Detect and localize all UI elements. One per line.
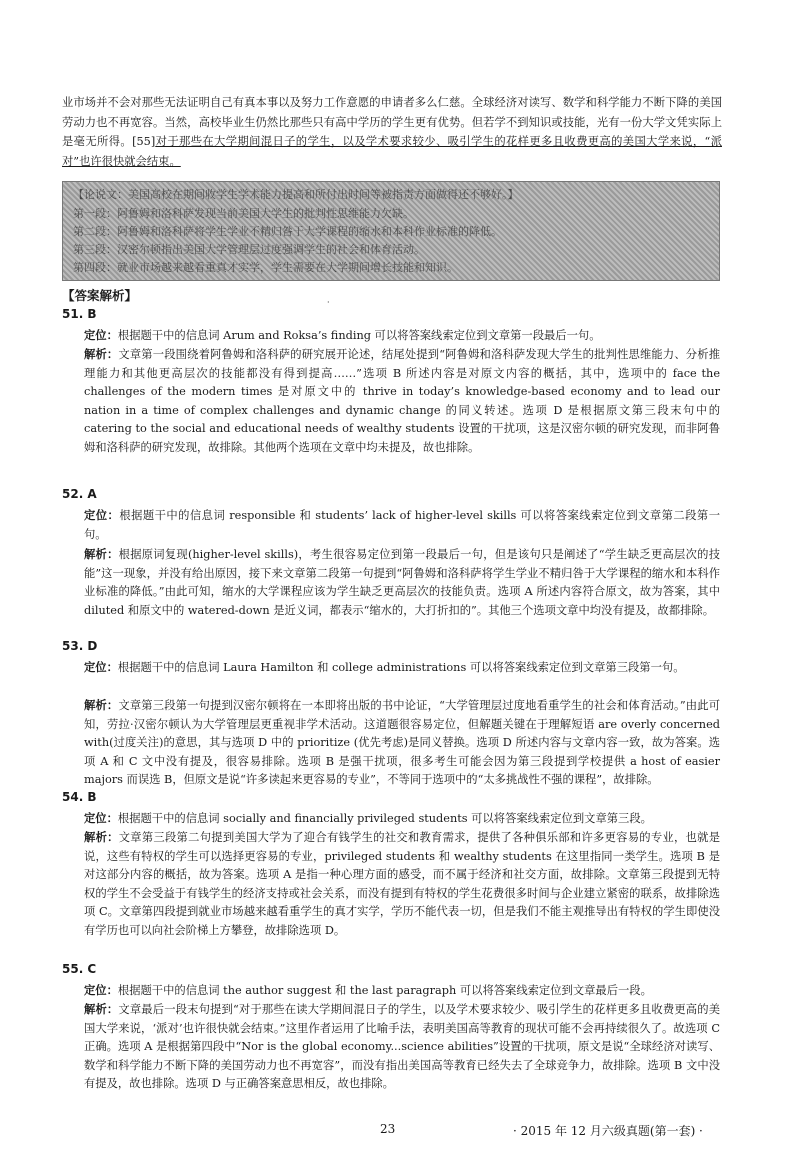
intro-paragraph <box>62 93 722 171</box>
locate-body: 根据题干中的信息词 Arum and Roksa’s finding 可以将答案线索定位到文章第一段最后一句。 <box>117 329 601 342</box>
locate-label: 定位： <box>84 983 118 997</box>
locate-body: 根据题干中的信息词 socially and financially privileged students 可以将答案线索定位到文章第三段。 <box>117 812 652 825</box>
locate-text <box>84 506 720 544</box>
question-number: 55. C <box>62 962 97 976</box>
analysis-label: 解析： <box>84 547 119 561</box>
footer-title: · 2015 年 12 月六级真题(第一套) · <box>513 1124 703 1138</box>
page-number: 23 <box>380 1122 396 1136</box>
question-marker: [55] <box>132 135 156 149</box>
locate-text <box>84 809 720 829</box>
outline-title: 【论说文：美国高校在期间收学生学术能力提高和所付出时间等被指责方面做得还不够好。】 <box>73 188 519 201</box>
question-number: 52. A <box>62 487 97 501</box>
analysis-text <box>84 696 720 790</box>
locate-label: 定位： <box>84 811 118 825</box>
analysis-text <box>84 545 720 620</box>
question-number: 51. B <box>62 307 97 321</box>
locate-body: 根据题干中的信息词 responsible 和 students’ lack of higher-level skills 可以将答案线索定位到文章第二段第一句。 <box>84 509 720 541</box>
underlined-sentence: 对于那些在大学期间混日子的学生，以及学术要求较少、吸引学生的花样更多且收费更高的美国大学来说，“派对”也许很快就会结束。 <box>62 135 722 168</box>
locate-text <box>84 658 720 678</box>
analysis-label: 解析： <box>84 347 119 361</box>
analysis-text <box>84 828 720 941</box>
question-number: 54. B <box>62 790 97 804</box>
locate-body: 根据题干中的信息词 Laura Hamilton 和 college administrations 可以将答案线索定位到文章第三段第一句。 <box>117 661 685 674</box>
analysis-body: 文章第三段第二句提到美国大学为了迎合有钱学生的社交和教育需求，提供了各种俱乐部和许多更容易的专业，也就是说，这些有特权的学生可以选择更容易的专业，privileged students 和 wealthy students 在这里指同一类学生。选项 B 是对这部分内容的概括，故为答案。选项 A 是指一种心理方面的感受，而不属于经济和社交方面，故排除。文章第三段提到无特权的学生不会受益于有钱学生的经济支持或社会关系，而没有提到有特权的学生花费很多时间与企业建立紧密的联系，故排除选项 C。文章第四段提到就业市场越来越看重学生的真才实学，学历不能代表一切，但是我们不能主观推导出有特权的学生即使没有学历也可以向社会阶梯上方攀登，故排除选项 D。 <box>84 831 720 937</box>
locate-text <box>84 981 720 1001</box>
intro-text: 业市场并不会对那些无法证明自己有真本事以及努力工作意愿的申请者多么仁慈。全球经济对读写、数学和科学能力不断下降的美国劳动力也不再宽容。当然，高校毕业生仍然比那些只有高中学历的学生更有优势。但若学不到知识或技能，光有一份大学文凭实际上是毫无所得。 <box>62 96 722 149</box>
question-number: 53. D <box>62 639 98 653</box>
answers-heading: 【答案解析】 <box>62 288 138 303</box>
outline-paragraph-3: 第三段：汉密尔顿指出美国大学管理层过度强调学生的社会和体育活动。 <box>73 243 425 256</box>
analysis-body: 文章第一段围绕着阿鲁姆和洛科萨的研究展开论述，结尾处提到“阿鲁姆和洛科萨发现大学生的批判性思维能力、分析推理能力和其他更高层次的技能都没有得到提高……”选项 B 所述内容是对原文内容的概括，其中，选项中的 face the challenges of the modern times 是对原文中的 thrive in today’s knowledge-based economy and to lead our nation in a time of complex challenges and dynamic change 的同义转述。选项 D 是根据原文第三段末句中的 catering to the social and educational needs of wealthy students 设置的干扰项，这是汉密尔顿的研究发现，而非阿鲁姆和洛科萨的研究发现，故排除。其他两个选项在文章中均未提及，故也排除。 <box>84 348 721 454</box>
locate-label: 定位： <box>84 328 118 342</box>
analysis-text <box>84 345 720 458</box>
outline-box <box>62 181 720 281</box>
analysis-label: 解析： <box>84 698 119 712</box>
stray-dot: · <box>327 298 330 307</box>
analysis-text <box>84 1000 720 1094</box>
analysis-label: 解析： <box>84 1002 119 1016</box>
analysis-label: 解析： <box>84 830 119 844</box>
outline-paragraph-1: 第一段：阿鲁姆和洛科萨发现当前美国大学生的批判性思维能力欠缺。 <box>73 207 414 220</box>
outline-paragraph-2: 第二段：阿鲁姆和洛科萨将学生学业不精归咎于大学课程的缩水和本科作业标准的降低。 <box>73 225 502 238</box>
analysis-body: 文章第三段第一句提到汉密尔顿将在一本即将出版的书中论证，“大学管理层过度地看重学生的社会和体育活动。”由此可知，劳拉·汉密尔顿认为大学管理层更重视非学术活动。这道题很容易定位，但解题关键在于理解短语 are overly concerned with(过度关注)的意思，其与选项 D 中的 prioritize (优先考虑)是同义替换。选项 D 所述内容与文章内容一致，故为答案。选项 A 和 C 文中没有提及，很容易排除。选项 B 是强干扰项，很多考生可能会因为第三段提到学校提供 a host of easier majors 而误选 B，但原文是说“许多读起来更容易的专业”，不等同于选项中的“太多挑战性不强的课程”，故排除。 <box>84 699 720 787</box>
locate-text <box>84 326 720 346</box>
analysis-body: 根据原词复现(higher-level skills)，考生很容易定位到第一段最后一句，但是该句只是阐述了“学生缺乏更高层次的技能”这一现象，并没有给出原因，接下来文章第二段第一句提到“阿鲁姆和洛科萨将学生学业不精归咎于大学课程的缩水和本科作业标准的降低。”由此可知，缩水的大学课程应该为学生缺乏更高层次的技能负责。选项 A 所述内容符合原文，故为答案，其中 diluted 和原文中的 watered-down 是近义词，都表示“缩水的，大打折扣的”。其他三个选项文章中均没有提及，故都排除。 <box>84 548 720 617</box>
locate-body: 根据题干中的信息词 the author suggest 和 the last paragraph 可以将答案线索定位到文章最后一段。 <box>117 984 652 997</box>
locate-label: 定位： <box>84 508 120 522</box>
locate-label: 定位： <box>84 660 118 674</box>
analysis-body: 文章最后一段末句提到“对于那些在读大学期间混日子的学生，以及学术要求较少、吸引学生的花样更多且收费更高的美国大学来说，‘派对’也许很快就会结束。”这里作者运用了比喻手法，表明美国高等教育的现状可能不会再持续很久了。故选项 C 正确。选项 A 是根据第四段中“Nor is the global economy...science abilities”设置的干扰项，原文是说“全球经济对读写、数学和科学能力不断下降的美国劳动力也不再宽容”，而没有指出美国高等教育已经失去了全球竞争力，故排除。选项 B 文中没有提及，故也排除。选项 D 与正确答案意思相反，故也排除。 <box>84 1003 720 1091</box>
outline-paragraph-4: 第四段：就业市场越来越看重真才实学，学生需要在大学期间增长技能和知识。 <box>73 261 458 274</box>
